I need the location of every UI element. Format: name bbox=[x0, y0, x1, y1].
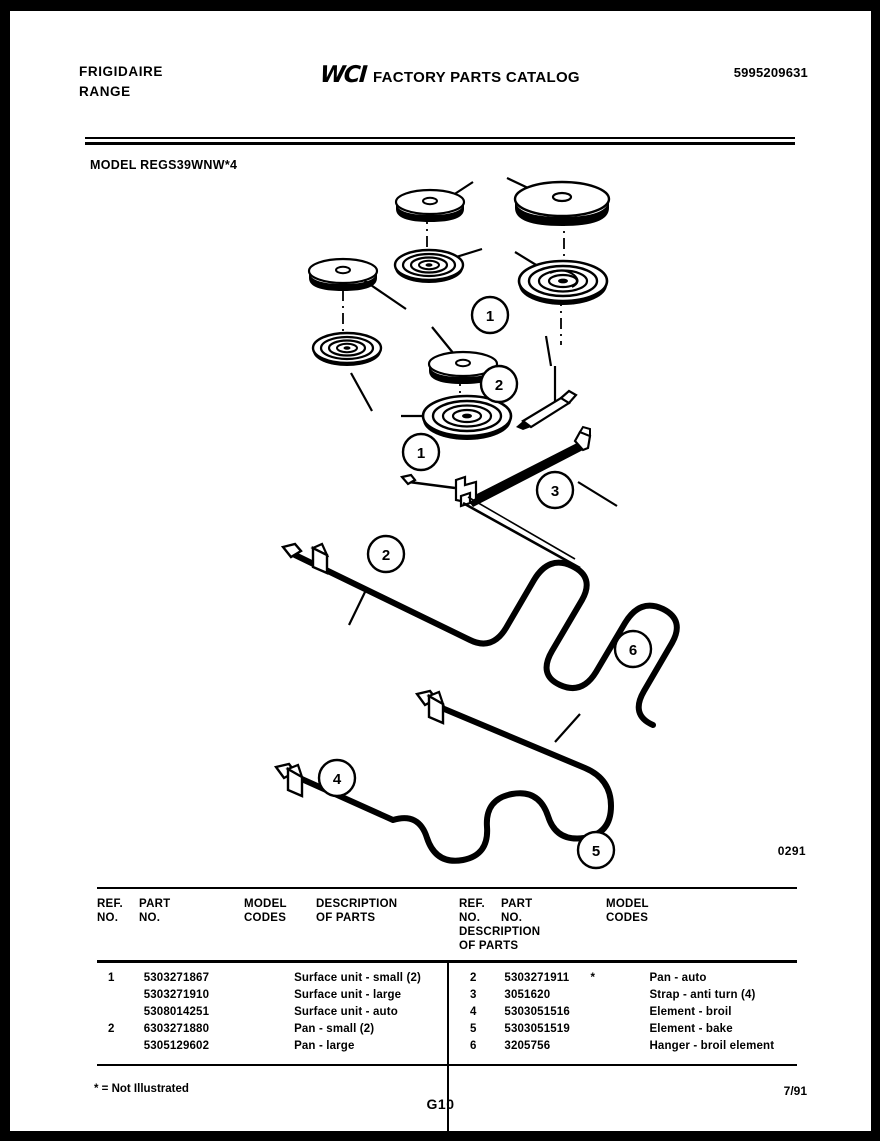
table-header-right bbox=[447, 897, 797, 953]
cell-part: 3051620 bbox=[504, 989, 551, 1001]
brand-name: FRIGIDAIRE bbox=[79, 64, 164, 79]
cell-desc: Surface unit - small (2) bbox=[294, 972, 421, 984]
cell-part: 5303271911 bbox=[504, 972, 570, 984]
callout-number: 4 bbox=[332, 771, 342, 788]
header-part-left: PART NO. bbox=[139, 898, 171, 924]
brand-category: RANGE bbox=[79, 84, 131, 99]
callout-number: 2 bbox=[494, 377, 504, 394]
wci-logo: WCI bbox=[319, 62, 367, 88]
brand-block bbox=[79, 62, 163, 102]
cell-part: 5308014251 bbox=[143, 1006, 210, 1018]
revision-date: 7/91 bbox=[783, 1084, 807, 1098]
header-ref-right: REF. NO. bbox=[459, 898, 485, 924]
table-row bbox=[459, 1006, 797, 1023]
cell-desc: Element - broil bbox=[649, 1006, 732, 1018]
cell-desc: Element - bake bbox=[649, 1023, 733, 1035]
header-desc-right: DESCRIPTION OF PARTS bbox=[459, 926, 541, 952]
callout-bubble-1 bbox=[472, 297, 508, 333]
callout-bubble-3 bbox=[537, 472, 573, 508]
table-row bbox=[459, 1023, 797, 1040]
catalog-title-block bbox=[320, 62, 580, 88]
cell-desc: Hanger - broil element bbox=[649, 1040, 775, 1052]
callout-bubble-5 bbox=[578, 832, 614, 868]
cell-part: 5303051516 bbox=[504, 1006, 570, 1018]
table-row bbox=[97, 972, 447, 989]
cell-ref: 5 bbox=[470, 1023, 477, 1035]
cell-ref: 3 bbox=[470, 989, 477, 1001]
cell-ref: 1 bbox=[108, 972, 115, 984]
table-bottom-rule bbox=[97, 1064, 797, 1066]
callout-number: 6 bbox=[628, 642, 638, 659]
cell-ref: 2 bbox=[108, 1023, 115, 1035]
callout-number: 1 bbox=[485, 308, 495, 325]
cell-ref: 4 bbox=[470, 1006, 477, 1018]
callout-number: 3 bbox=[550, 483, 560, 500]
cell-model: * bbox=[590, 972, 596, 984]
header-part-right: PART NO. bbox=[501, 898, 533, 924]
catalog-number: 5995209631 bbox=[733, 65, 808, 80]
not-illustrated-note: * = Not Illustrated bbox=[94, 1083, 189, 1095]
cell-desc: Pan - auto bbox=[649, 972, 707, 984]
header-rule-thin bbox=[85, 137, 795, 139]
callout-bubble-1 bbox=[403, 434, 439, 470]
model-label: MODEL REGS39WNW*4 bbox=[90, 158, 238, 172]
table-row bbox=[97, 1040, 447, 1057]
parts-diagram bbox=[10, 151, 871, 881]
header-desc-left: DESCRIPTION OF PARTS bbox=[316, 898, 398, 924]
table-rows-left bbox=[97, 972, 447, 1084]
table-rows-right bbox=[447, 972, 797, 1084]
table-row bbox=[459, 972, 797, 989]
cell-part: 5303051519 bbox=[504, 1023, 570, 1035]
callout-bubble-2 bbox=[481, 366, 517, 402]
callout-number: 1 bbox=[416, 445, 426, 462]
callout-number: 5 bbox=[591, 843, 601, 860]
cell-part: 6303271880 bbox=[143, 1023, 210, 1035]
cell-desc: Pan - large bbox=[294, 1040, 355, 1052]
cell-part: 5303271910 bbox=[143, 989, 210, 1001]
cell-desc: Pan - small (2) bbox=[294, 1023, 375, 1035]
header-model-left: MODEL CODES bbox=[244, 898, 287, 924]
table-row bbox=[459, 989, 797, 1006]
table-row bbox=[459, 1040, 797, 1057]
table-row bbox=[97, 989, 447, 1006]
header-model-right: MODEL CODES bbox=[606, 898, 649, 924]
cell-ref: 6 bbox=[470, 1040, 477, 1052]
callout-bubble-6 bbox=[615, 631, 651, 667]
callout-bubble-4 bbox=[319, 760, 355, 796]
cell-part: 5305129602 bbox=[143, 1040, 210, 1052]
table-row bbox=[97, 1023, 447, 1040]
cell-part: 3205756 bbox=[504, 1040, 551, 1052]
table-header-row bbox=[97, 889, 797, 953]
cell-ref: 2 bbox=[470, 972, 477, 984]
drawing-code: 0291 bbox=[777, 844, 806, 858]
callout-number: 2 bbox=[381, 547, 391, 564]
cell-desc: Surface unit - large bbox=[294, 989, 402, 1001]
callout-bubble-2 bbox=[368, 536, 404, 572]
header-rule-thick bbox=[85, 142, 795, 145]
cell-desc: Surface unit - auto bbox=[294, 1006, 398, 1018]
page-number: G10 bbox=[426, 1096, 455, 1112]
parts-table bbox=[97, 887, 797, 1084]
header-ref-left: REF. NO. bbox=[97, 898, 123, 924]
cell-desc: Strap - anti turn (4) bbox=[649, 989, 756, 1001]
table-header-left bbox=[97, 897, 447, 953]
catalog-title: FACTORY PARTS CATALOG bbox=[373, 69, 580, 86]
table-row bbox=[97, 1006, 447, 1023]
catalog-page bbox=[10, 11, 871, 1131]
cell-part: 5303271867 bbox=[143, 972, 210, 984]
